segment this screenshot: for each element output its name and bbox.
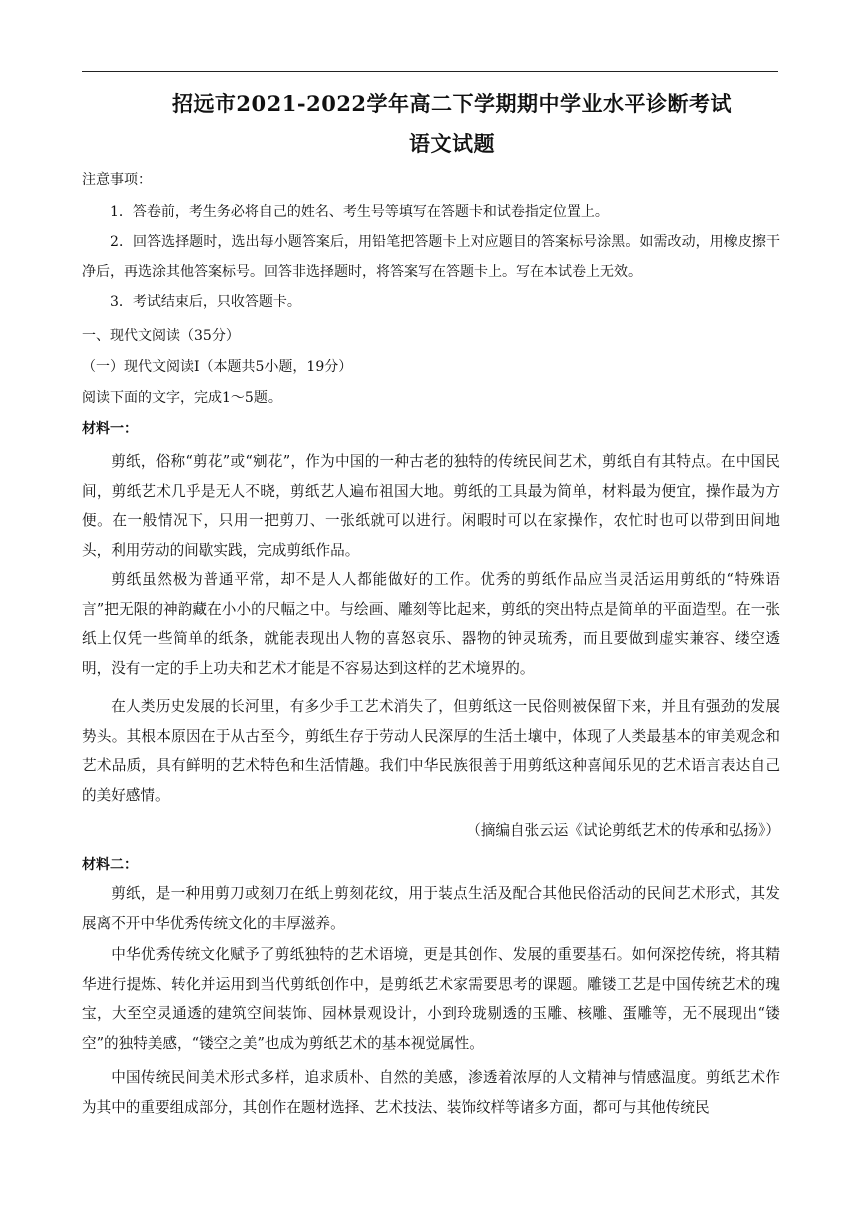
section-instruction: 阅读下面的文字，完成1～5题。 [82,390,282,406]
notice-item-2: 2．回答选择题时，选出每小题答案后，用铅笔把答题卡上对应题目的答案标号涂黑。如需改动，用橡皮擦干净后，再选涂其他答案标号。回答非选择题时，将答案写在答题卡上。写在本试卷上无效。 [82,234,780,280]
material2-paragraph-1: 剪纸，是一种用剪刀或刻刀在纸上剪刻花纹，用于装点生活及配合其他民俗活动的民间艺术形式，其发展离不开中华优秀传统文化的丰厚滋养。 [82,885,780,932]
material1-source: （摘编自张云运《试论剪纸艺术的传承和弘扬》） [466,822,780,839]
section-sub-heading: （一）现代文阅读Ⅰ（本题共5小题，19分） [82,359,353,375]
notice-heading: 注意事项： [82,172,152,188]
material1-paragraph-3: 在人类历史发展的长河里，有多少手工艺术消失了，但剪纸这一民俗则被保留下来，并且有强劲的发展势头。其根本原因在于从古至今，剪纸生存于劳动人民深厚的生活土壤中，体现了人类最基本的审美观念和艺术品质，具有鲜明的艺术特色和生活情趣。我们中华民族很善于用剪纸这种喜闻乐见的艺术语言表达自己的美好感情。 [82,698,780,804]
exam-title: 招远市2021-2022学年高二下学期期中学业水平诊断考试 [171,91,733,116]
notice-item-3: 3．考试结束后，只收答题卡。 [110,294,301,310]
exam-subtitle: 语文试题 [409,131,495,156]
header-rule [82,71,778,72]
material2-label: 材料二： [82,857,138,873]
section-heading: 一、现代文阅读（35分） [82,328,240,344]
material1-label: 材料一： [82,421,138,437]
notice-item-1: 1．答卷前，考生务必将自己的姓名、考生号等填写在答题卡和试卷指定位置上。 [110,204,609,220]
material1-paragraph-1: 剪纸，俗称“剪花”或“剜花”，作为中国的一种古老的独特的传统民间艺术，剪纸自有其特点。在中国民间，剪纸艺术几乎是无人不晓，剪纸艺人遍布祖国大地。剪纸的工具最为简单，材料最为便宜，操作最为方便。在一般情况下，只用一把剪刀、一张纸就可以进行。闲暇时可以在家操作，农忙时也可以带到田间地头，利用劳动的间歇实践，完成剪纸作品。 [82,453,780,559]
material2-paragraph-2: 中华优秀传统文化赋予了剪纸独特的艺术语境，更是其创作、发展的重要基石。如何深挖传统，将其精华进行提炼、转化并运用到当代剪纸创作中，是剪纸艺术家需要思考的课题。雕镂工艺是中国传统艺术的瑰宝，大至空灵通透的建筑空间装饰、园林景观设计，小到玲珑剔透的玉雕、核雕、蛋雕等，无不展现出“镂空”的独特美感，“镂空之美”也成为剪纸艺术的基本视觉属性。 [82,946,780,1052]
material1-paragraph-2: 剪纸虽然极为普通平常，却不是人人都能做好的工作。优秀的剪纸作品应当灵活运用剪纸的“特殊语言”把无限的神韵藏在小小的尺幅之中。与绘画、雕刻等比起来，剪纸的突出特点是简单的平面造型。在一张纸上仅凭一些简单的纸条，就能表现出人物的喜怒哀乐、器物的钟灵琉秀，而且要做到虚实兼容、缕空透明，没有一定的手上功夫和艺术才能是不容易达到这样的艺术境界的。 [82,571,780,677]
material2-paragraph-3: 中国传统民间美术形式多样，追求质朴、自然的美感，渗透着浓厚的人文精神与情感温度。剪纸艺术作为其中的重要组成部分，其创作在题材选择、艺术技法、装饰纹样等诸多方面，都可与其他传统民 [82,1069,780,1116]
